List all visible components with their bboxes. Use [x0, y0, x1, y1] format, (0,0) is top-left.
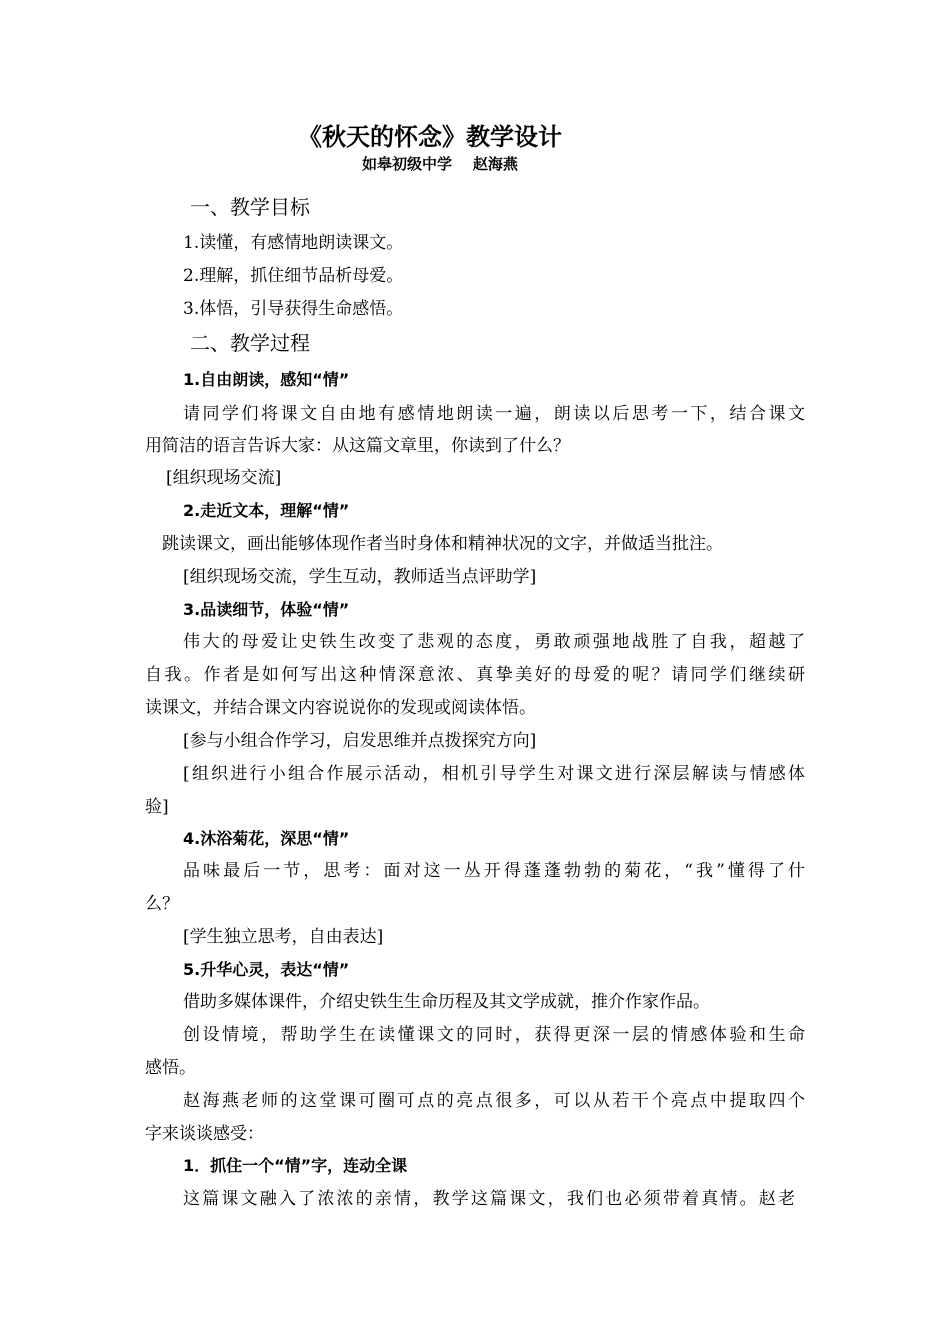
goal-item: 1.读懂，有感情地朗读课文。: [183, 233, 404, 253]
activity-note: [组织现场交流，学生互动，教师适当点评助学]: [183, 567, 537, 587]
step-heading: 2.走近文本，理解“情”: [183, 501, 350, 520]
step-heading: 4.沐浴菊花，深思“情”: [183, 829, 350, 848]
activity-note: [参与小组合作学习，启发思维并点拨探究方向]: [183, 731, 537, 751]
paragraph-line: 感悟。: [145, 1058, 196, 1078]
point-heading: 1．抓住一个“情”字，连动全课: [183, 1156, 408, 1175]
paragraph-line: 创设情境，帮助学生在读懂课文的同时，获得更深一层的情感体验和生命: [183, 1025, 805, 1045]
step-heading: 3.品读细节，体验“情”: [183, 600, 350, 619]
paragraph-line: 品味最后一节，思考：面对这一丛开得蓬蓬勃勃的菊花，“我”懂得了什: [183, 861, 805, 881]
paragraph-line: 读课文，并结合课文内容说说你的发现或阅读体悟。: [145, 698, 536, 718]
paragraph-line: 借助多媒体课件，介绍史铁生生命历程及其文学成就，推介作家作品。: [183, 992, 710, 1012]
activity-note: [学生独立思考，自由表达]: [183, 927, 384, 947]
document-title: 《秋天的怀念》教学设计: [298, 123, 562, 151]
goal-item: 3.体悟，引导获得生命感悟。: [183, 299, 404, 319]
paragraph-line: 伟大的母爱让史铁生改变了悲观的态度，勇敢顽强地战胜了自我，超越了: [183, 632, 805, 652]
paragraph-line: 跳读课文，画出能够体现作者当时身体和精神状况的文字，并做适当批注。: [162, 534, 723, 554]
paragraph-line: 请同学们将课文自由地有感情地朗读一遍，朗读以后思考一下，结合课文: [183, 404, 805, 424]
section-heading-process: 二、教学过程: [190, 331, 310, 355]
activity-note: [组织现场交流]: [166, 468, 282, 488]
section-heading-goals: 一、教学目标: [190, 195, 310, 219]
author-byline: 如皋初级中学 赵海燕: [362, 155, 518, 173]
paragraph-line: 这篇课文融入了浓浓的亲情，教学这篇课文，我们也必须带着真情。赵老: [183, 1189, 795, 1209]
paragraph-line: 自我。作者是如何写出这种情深意浓、真挚美好的母爱的呢？请同学们继续研: [145, 665, 805, 685]
step-heading: 5.升华心灵，表达“情”: [183, 960, 350, 979]
goal-item: 2.理解，抓住细节品析母爱。: [183, 266, 404, 286]
activity-note: 验]: [145, 797, 169, 817]
paragraph-line: 么？: [145, 894, 179, 914]
paragraph-line: 赵海燕老师的这堂课可圈可点的亮点很多，可以从若干个亮点中提取四个: [183, 1091, 805, 1111]
step-heading: 1.自由朗读，感知“情”: [183, 370, 350, 389]
paragraph-line: 字来谈谈感受：: [145, 1124, 264, 1144]
activity-note: [组织进行小组合作展示活动，相机引导学生对课文进行深层解读与情感体: [183, 764, 805, 784]
paragraph-line: 用简洁的语言告诉大家：从这篇文章里，你读到了什么？: [145, 436, 570, 456]
